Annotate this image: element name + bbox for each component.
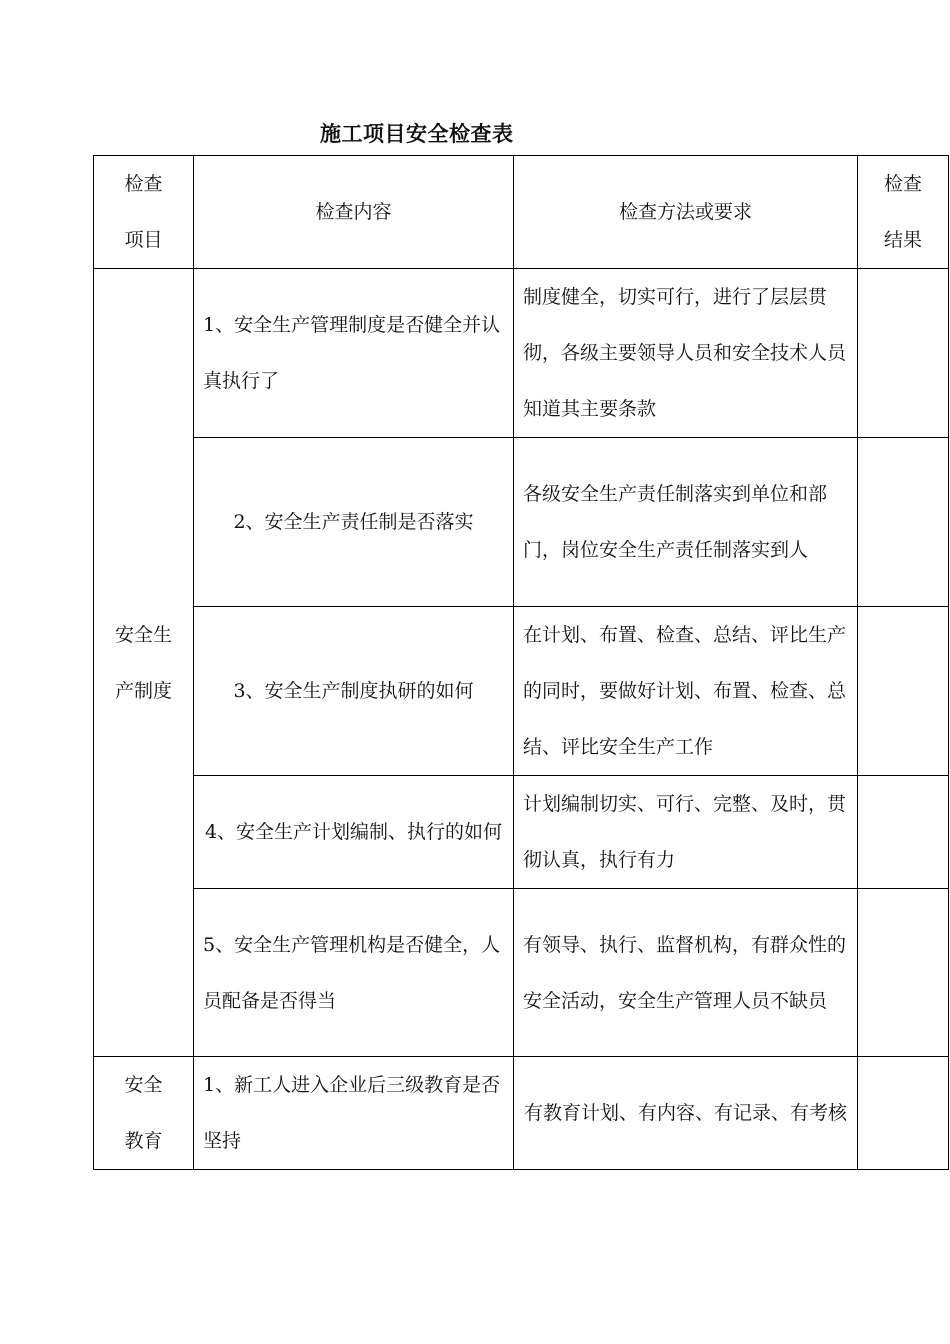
row-method: 在计划、布置、检查、总结、评比生产的同时，要做好计划、布置、检查、总结、评比安全生产工作 [514,607,858,776]
header-item-line-1: 检查 [124,173,163,195]
table-row [94,269,949,438]
row-result-cell[interactable] [858,889,949,1057]
header-result-line-1: 检查 [883,173,922,195]
header-content: 检查内容 [194,156,514,269]
table-row [94,607,949,776]
safety-check-table [93,155,949,1170]
row-result-cell[interactable] [858,607,949,776]
header-result [858,156,949,269]
row-content: 1、安全生产管理制度是否健全并认真执行了 [194,269,514,438]
section-item-line-1: 安全 [124,1074,163,1096]
row-content: 5、安全生产管理机构是否健全，人员配备是否得当 [194,889,514,1057]
document-title: 施工项目安全检查表 [320,121,514,146]
section-item-line-2: 产制度 [114,679,172,702]
table-row [94,889,949,1057]
row-method: 各级安全生产责任制落实到单位和部门，岗位安全生产责任制落实到人 [514,438,858,607]
row-result-cell[interactable] [858,776,949,889]
table-row [94,1057,949,1170]
row-method: 制度健全，切实可行，进行了层层贯彻，各级主要领导人员和安全技术人员知道其主要条款 [514,269,858,438]
section-item-line-1: 安全生 [114,623,172,646]
header-item [94,156,194,269]
row-result-cell[interactable] [858,438,949,607]
table-row [94,438,949,607]
row-result-cell[interactable] [858,269,949,438]
row-content: 3、安全生产制度执研的如何 [194,607,514,776]
row-method: 有教育计划、有内容、有记录、有考核 [514,1057,858,1170]
row-content: 2、安全生产责任制是否落实 [194,438,514,607]
table-row [94,776,949,889]
row-content: 4、安全生产计划编制、执行的如何 [194,776,514,889]
header-result-line-2: 结果 [883,229,922,251]
header-row [94,156,949,269]
header-item-line-2: 项目 [124,229,163,251]
section-item-line-2: 教育 [124,1130,163,1152]
row-method: 有领导、执行、监督机构，有群众性的安全活动，安全生产管理人员不缺员 [514,889,858,1057]
row-method: 计划编制切实、可行、完整、及时，贯彻认真，执行有力 [514,776,858,889]
row-content: 1、新工人进入企业后三级教育是否坚持 [194,1057,514,1170]
row-result-cell[interactable] [858,1057,949,1170]
section-item-safety-system [94,269,194,1057]
section-item-safety-education [94,1057,194,1170]
header-method: 检查方法或要求 [514,156,858,269]
